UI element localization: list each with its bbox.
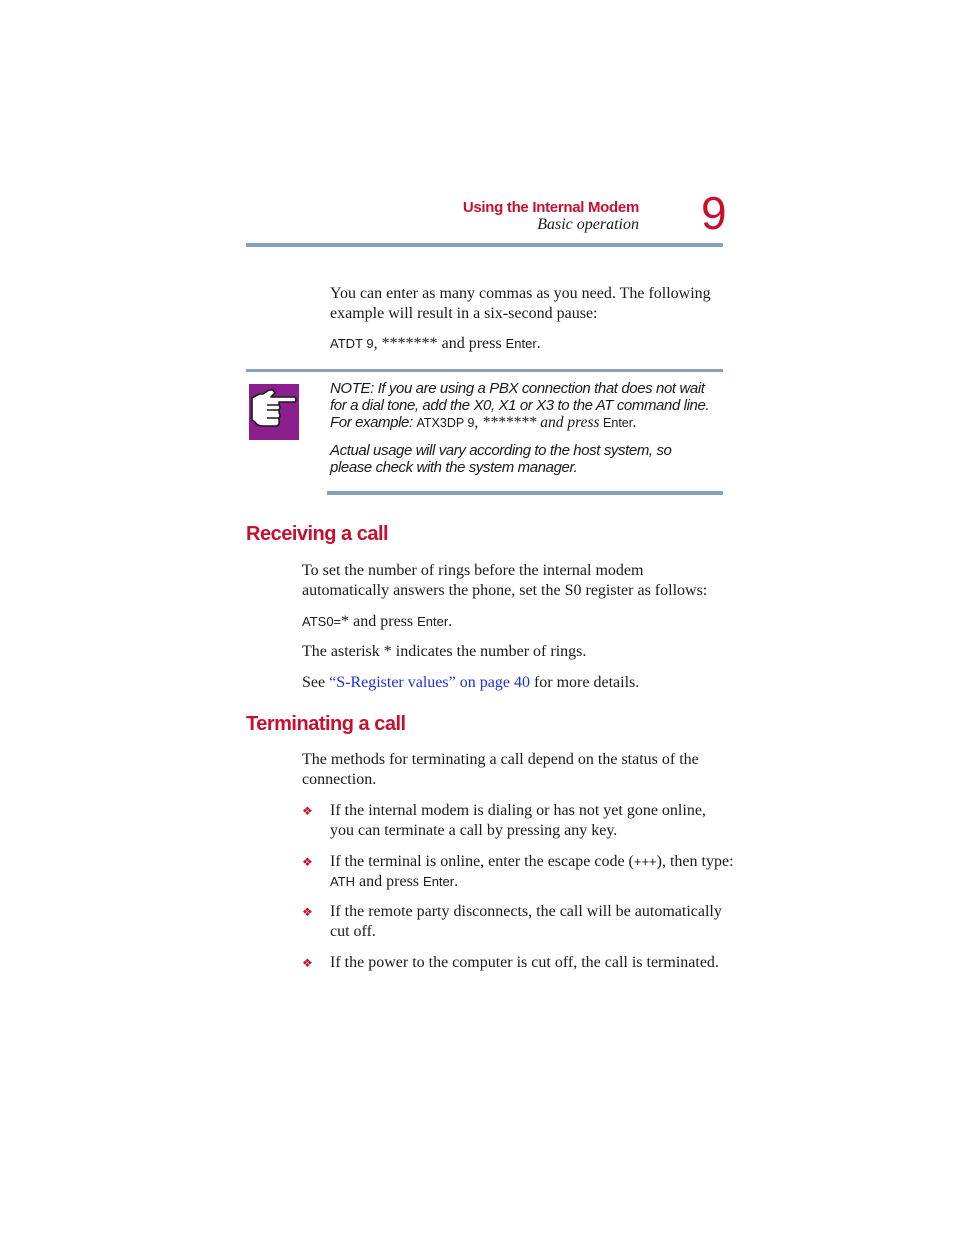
example-rest: , ******* and press	[373, 335, 506, 352]
terminating-heading: Terminating a call	[246, 713, 406, 735]
receiving-heading: Receiving a call	[246, 523, 389, 545]
note-line-2: for a dial tone, add the X0, X1 or X3 to the AT command line.	[330, 397, 710, 414]
bullet-2-rest: and press	[355, 873, 424, 890]
receiving-command-end: .	[448, 613, 453, 630]
bullet-2-line-1	[330, 852, 734, 872]
bullet-4-line-1: If the power to the computer is cut off, the call is terminated.	[330, 954, 719, 971]
s-register-link[interactable]: “S-Register values” on page 40	[329, 674, 530, 691]
bullet-icon: ❖	[302, 855, 313, 869]
bullet-item-1	[330, 801, 706, 841]
note-line-3	[330, 414, 709, 432]
bullet-item-3	[330, 902, 722, 942]
bullet-2-text-a: If the terminal is online, enter the escape code (	[330, 853, 634, 870]
bullet-1-line-1: If the internal modem is dialing or has not yet gone online,	[330, 802, 706, 819]
bullet-3-line-1: If the remote party disconnects, the call will be automatically	[330, 903, 722, 920]
terminating-line-2: connection.	[302, 771, 377, 788]
bullet-2-end: .	[454, 873, 459, 890]
chapter-number: 9	[701, 187, 727, 239]
see-suffix: for more details.	[529, 674, 640, 691]
hangup-command: ATH	[330, 874, 356, 889]
note-para2-line-1: Actual usage will vary according to the host system, so	[330, 442, 672, 459]
bullet-2-line-2	[330, 872, 734, 892]
note-example-end: .	[632, 414, 637, 431]
receiving-paragraph	[302, 561, 707, 601]
receiving-command-rest: * and press	[341, 613, 418, 630]
intro-line-2: example will result in a six-second pause:	[330, 305, 598, 322]
intro-example	[330, 334, 541, 354]
terminating-line-1: The methods for terminating a call depend on the status of the	[302, 751, 699, 768]
chapter-title: Using the Internal Modem	[462, 199, 639, 216]
bullet-2-text-b: ), then type:	[656, 853, 734, 870]
pointing-hand-icon	[249, 384, 299, 440]
bullet-2-key: Enter	[423, 874, 455, 889]
bullet-icon: ❖	[302, 905, 313, 919]
asterisk-note: The asterisk * indicates the number of rings.	[302, 643, 587, 660]
receiving-command-code: ATS0=	[302, 614, 342, 629]
intro-paragraph	[330, 284, 711, 324]
note-example-rest: , *******	[474, 414, 541, 431]
example-end: .	[536, 335, 541, 352]
bullet-1-line-2: you can terminate a call by pressing any key.	[330, 822, 618, 839]
see-prefix: See	[302, 674, 330, 691]
note-rule-top	[246, 369, 723, 372]
note-text	[330, 380, 709, 476]
example-key: Enter	[505, 336, 537, 351]
note-example-key: Enter	[599, 416, 633, 430]
note-para2-line-2: please check with the system manager.	[330, 459, 578, 476]
receiving-line-2: automatically answers the phone, set the S0 register as follows:	[302, 582, 708, 599]
intro-line-1: You can enter as many commas as you need. The following	[330, 285, 711, 302]
note-rule-bottom	[327, 491, 723, 495]
terminating-paragraph	[302, 750, 699, 790]
bullet-icon: ❖	[302, 804, 313, 818]
note-example-command: ATX3DP 9	[416, 416, 475, 430]
see-reference	[302, 673, 639, 693]
note-example-label: For example:	[330, 414, 417, 431]
bullet-item-2	[330, 852, 734, 892]
note-example-press: and press	[540, 414, 600, 431]
bullet-3-line-2: cut off.	[330, 923, 376, 940]
escape-code: +++	[633, 854, 657, 869]
section-subtitle: Basic operation	[537, 216, 639, 233]
bullet-icon: ❖	[302, 956, 313, 970]
bullet-item-4	[330, 953, 719, 973]
header-rule	[246, 243, 723, 247]
receiving-command-key: Enter	[417, 614, 449, 629]
note-line-1: NOTE: If you are using a PBX connection that does not wait	[330, 380, 705, 397]
receiving-command	[302, 612, 452, 632]
receiving-line-1: To set the number of rings before the internal modem	[302, 562, 644, 579]
example-command: ATDT 9	[330, 336, 374, 351]
